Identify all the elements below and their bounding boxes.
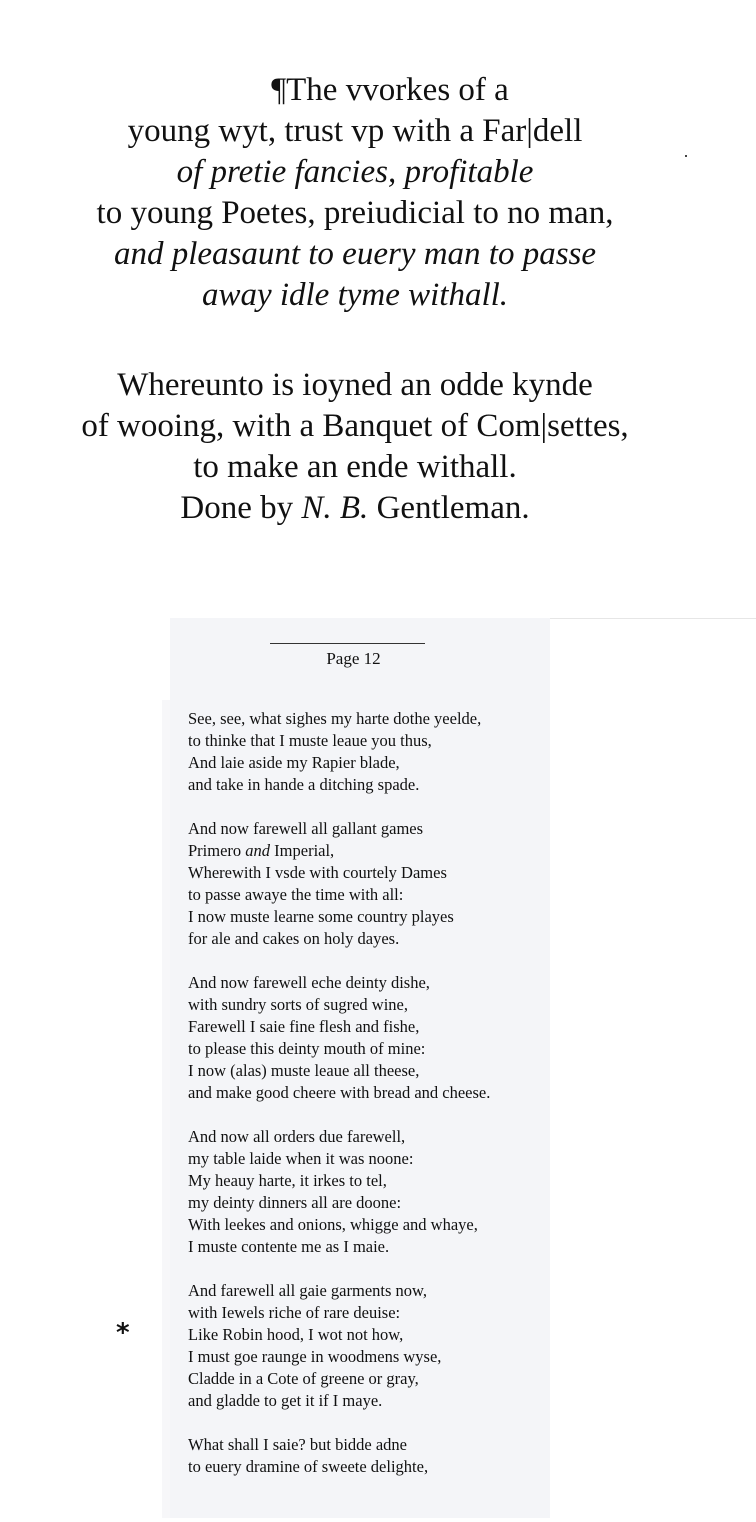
poem-line: And laie aside my Rapier blade, xyxy=(188,753,400,772)
scan-top-edge xyxy=(550,618,756,619)
poem-line: to please this deinty mouth of mine: xyxy=(188,1039,426,1058)
poem-line: And now farewell all gallant games xyxy=(188,819,424,838)
poem-line: My heauy harte, it irkes to tel, xyxy=(188,1171,387,1190)
title-line-10 xyxy=(0,488,710,529)
poem-line: I must goe raunge in woodmens wyse, xyxy=(188,1347,442,1366)
poem-line: And now farewell eche deinty dishe, xyxy=(188,973,430,992)
title-line-8: of wooing, with a Banquet of Com|settes, xyxy=(81,408,629,444)
page-number: Page 12 xyxy=(326,649,381,668)
author-prefix: Done by xyxy=(180,490,302,526)
poem-line: I muste contente me as I maie. xyxy=(188,1237,390,1256)
poem-line: What shall I saie? but bidde adne xyxy=(188,1435,408,1454)
author-suffix: Gentleman. xyxy=(368,490,530,526)
title-line-2: young wyt, trust vp with a Far|dell xyxy=(127,113,583,149)
poem-line: with sundry sorts of sugred wine, xyxy=(188,995,408,1014)
poem-line: my deinty dinners all are doone: xyxy=(188,1193,402,1212)
poem-line: and make good cheere with bread and cheese. xyxy=(188,1083,491,1102)
poem-line: Farewell I saie fine flesh and fishe, xyxy=(188,1017,420,1036)
poem-line: to thinke that I muste leaue you thus, xyxy=(188,731,432,750)
title-line-9: to make an ende withall. xyxy=(193,449,517,485)
poem-line: and take in hande a ditching spade. xyxy=(188,775,420,794)
poem-line: my table laide when it was noone: xyxy=(188,1149,414,1168)
poem-line: See, see, what sighes my harte dothe yeelde, xyxy=(188,709,482,728)
poem-line-head: Primero xyxy=(188,841,242,860)
title-line-1: ¶The vvorkes of a xyxy=(271,72,509,108)
stanza xyxy=(188,1280,548,1412)
poem-line: Like Robin hood, I wot not how, xyxy=(188,1325,404,1344)
poem-line: I now muste learne some country playes xyxy=(188,907,454,926)
stanza xyxy=(188,708,548,796)
page-header-rule xyxy=(270,643,425,644)
poem-line: to passe awaye the time with all: xyxy=(188,885,404,904)
title-line-7: Whereunto is ioyned an odde kynde xyxy=(117,367,593,403)
author-initials: N. B. xyxy=(301,490,369,526)
page-header xyxy=(270,643,425,670)
poem-line: with Iewels riche of rare deuise: xyxy=(188,1303,401,1322)
scan-left-strip xyxy=(162,700,170,1518)
stanza xyxy=(188,1434,548,1478)
title-line-4: to young Poetes, preiudicial to no man, xyxy=(96,195,614,231)
poem-line: And now all orders due farewell, xyxy=(188,1127,406,1146)
poem-line-italic: and xyxy=(245,841,271,860)
poem-line xyxy=(188,840,548,862)
stanza xyxy=(188,972,548,1104)
title-line-5: and pleasaunt to euery man to passe xyxy=(113,236,597,272)
poem xyxy=(188,708,548,1500)
poem-line: and gladde to get it if I maye. xyxy=(188,1391,383,1410)
margin-asterisk: * xyxy=(116,1318,130,1348)
poem-line-tail: Imperial, xyxy=(274,841,335,860)
title-line-3: of pretie fancies, profitable xyxy=(176,154,534,190)
poem-line: Wherewith I vsde with courtely Dames xyxy=(188,863,447,882)
poem-line: And farewell all gaie garments now, xyxy=(188,1281,428,1300)
poem-line: to euery dramine of sweete delighte, xyxy=(188,1457,429,1476)
poem-line: With leekes and onions, whigge and whaye, xyxy=(188,1215,478,1234)
title-line-6: away idle tyme withall. xyxy=(201,277,509,313)
stanza xyxy=(188,1126,548,1258)
stray-dot xyxy=(685,155,687,157)
poem-line: Cladde in a Cote of greene or gray, xyxy=(188,1369,419,1388)
poem-line: for ale and cakes on holy dayes. xyxy=(188,929,400,948)
stanza xyxy=(188,818,548,950)
scanned-page xyxy=(170,618,550,1518)
title-block xyxy=(0,70,710,529)
poem-line: I now (alas) muste leaue all theese, xyxy=(188,1061,420,1080)
